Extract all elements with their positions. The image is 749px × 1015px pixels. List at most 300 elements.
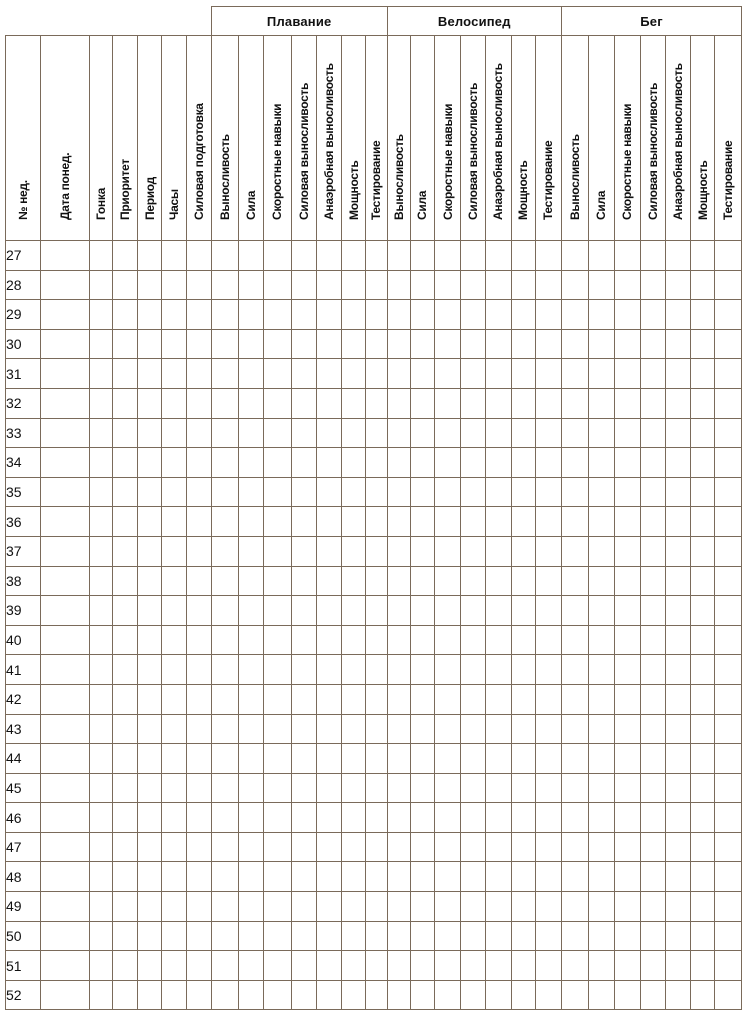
entry-cell[interactable] [342,892,366,922]
entry-cell[interactable] [691,714,715,744]
entry-cell[interactable] [138,536,162,566]
entry-cell[interactable] [41,300,89,330]
entry-cell[interactable] [264,536,291,566]
entry-cell[interactable] [535,655,561,685]
entry-cell[interactable] [410,270,434,300]
entry-cell[interactable] [211,596,238,626]
entry-cell[interactable] [665,862,690,892]
entry-cell[interactable] [589,359,614,389]
entry-cell[interactable] [162,418,186,448]
entry-cell[interactable] [715,477,742,507]
entry-cell[interactable] [186,773,211,803]
entry-cell[interactable] [665,477,690,507]
entry-cell[interactable] [410,241,434,271]
entry-cell[interactable] [138,862,162,892]
entry-cell[interactable] [715,270,742,300]
entry-cell[interactable] [89,388,112,418]
entry-cell[interactable] [138,596,162,626]
entry-cell[interactable] [211,536,238,566]
entry-cell[interactable] [41,773,89,803]
entry-cell[interactable] [715,803,742,833]
entry-cell[interactable] [511,862,535,892]
entry-cell[interactable] [665,596,690,626]
entry-cell[interactable] [614,744,640,774]
entry-cell[interactable] [239,951,264,981]
entry-cell[interactable] [535,625,561,655]
entry-cell[interactable] [41,921,89,951]
entry-cell[interactable] [186,566,211,596]
entry-cell[interactable] [691,862,715,892]
entry-cell[interactable] [138,507,162,537]
entry-cell[interactable] [562,596,589,626]
entry-cell[interactable] [89,359,112,389]
entry-cell[interactable] [316,980,341,1010]
entry-cell[interactable] [715,418,742,448]
entry-cell[interactable] [239,773,264,803]
entry-cell[interactable] [589,862,614,892]
entry-cell[interactable] [461,832,486,862]
entry-cell[interactable] [89,951,112,981]
entry-cell[interactable] [461,566,486,596]
entry-cell[interactable] [138,270,162,300]
entry-cell[interactable] [112,862,137,892]
entry-cell[interactable] [316,329,341,359]
entry-cell[interactable] [387,684,410,714]
entry-cell[interactable] [41,270,89,300]
entry-cell[interactable] [112,359,137,389]
entry-cell[interactable] [89,684,112,714]
entry-cell[interactable] [410,921,434,951]
entry-cell[interactable] [162,359,186,389]
entry-cell[interactable] [186,951,211,981]
entry-cell[interactable] [486,566,511,596]
entry-cell[interactable] [366,359,387,389]
entry-cell[interactable] [640,803,665,833]
entry-cell[interactable] [239,744,264,774]
entry-cell[interactable] [461,862,486,892]
entry-cell[interactable] [264,566,291,596]
entry-cell[interactable] [434,803,460,833]
entry-cell[interactable] [614,300,640,330]
entry-cell[interactable] [715,773,742,803]
entry-cell[interactable] [89,714,112,744]
entry-cell[interactable] [640,596,665,626]
entry-cell[interactable] [342,832,366,862]
entry-cell[interactable] [41,655,89,685]
entry-cell[interactable] [387,744,410,774]
entry-cell[interactable] [614,625,640,655]
entry-cell[interactable] [41,329,89,359]
entry-cell[interactable] [461,596,486,626]
entry-cell[interactable] [434,832,460,862]
entry-cell[interactable] [434,596,460,626]
entry-cell[interactable] [112,448,137,478]
entry-cell[interactable] [366,270,387,300]
entry-cell[interactable] [535,300,561,330]
entry-cell[interactable] [342,448,366,478]
entry-cell[interactable] [486,803,511,833]
entry-cell[interactable] [366,625,387,655]
entry-cell[interactable] [342,566,366,596]
entry-cell[interactable] [186,300,211,330]
entry-cell[interactable] [41,892,89,922]
entry-cell[interactable] [614,241,640,271]
entry-cell[interactable] [410,418,434,448]
entry-cell[interactable] [691,921,715,951]
entry-cell[interactable] [112,892,137,922]
entry-cell[interactable] [640,684,665,714]
entry-cell[interactable] [562,566,589,596]
entry-cell[interactable] [434,507,460,537]
entry-cell[interactable] [239,477,264,507]
entry-cell[interactable] [511,418,535,448]
entry-cell[interactable] [665,655,690,685]
entry-cell[interactable] [316,300,341,330]
entry-cell[interactable] [665,388,690,418]
entry-cell[interactable] [461,329,486,359]
entry-cell[interactable] [410,536,434,566]
entry-cell[interactable] [186,744,211,774]
entry-cell[interactable] [640,448,665,478]
entry-cell[interactable] [89,477,112,507]
entry-cell[interactable] [211,832,238,862]
entry-cell[interactable] [316,773,341,803]
entry-cell[interactable] [589,980,614,1010]
entry-cell[interactable] [715,921,742,951]
entry-cell[interactable] [486,359,511,389]
entry-cell[interactable] [562,892,589,922]
entry-cell[interactable] [461,684,486,714]
entry-cell[interactable] [614,862,640,892]
entry-cell[interactable] [366,596,387,626]
entry-cell[interactable] [211,418,238,448]
entry-cell[interactable] [640,892,665,922]
entry-cell[interactable] [387,359,410,389]
entry-cell[interactable] [665,803,690,833]
entry-cell[interactable] [665,448,690,478]
entry-cell[interactable] [211,951,238,981]
entry-cell[interactable] [589,566,614,596]
entry-cell[interactable] [112,773,137,803]
entry-cell[interactable] [665,536,690,566]
entry-cell[interactable] [562,744,589,774]
entry-cell[interactable] [640,951,665,981]
entry-cell[interactable] [535,448,561,478]
entry-cell[interactable] [486,951,511,981]
entry-cell[interactable] [511,507,535,537]
entry-cell[interactable] [366,803,387,833]
entry-cell[interactable] [186,980,211,1010]
entry-cell[interactable] [665,241,690,271]
entry-cell[interactable] [342,536,366,566]
entry-cell[interactable] [291,655,316,685]
entry-cell[interactable] [461,714,486,744]
entry-cell[interactable] [387,300,410,330]
entry-cell[interactable] [89,300,112,330]
entry-cell[interactable] [589,892,614,922]
entry-cell[interactable] [112,566,137,596]
entry-cell[interactable] [186,862,211,892]
entry-cell[interactable] [715,951,742,981]
entry-cell[interactable] [410,714,434,744]
entry-cell[interactable] [342,803,366,833]
entry-cell[interactable] [342,359,366,389]
entry-cell[interactable] [291,684,316,714]
entry-cell[interactable] [138,359,162,389]
entry-cell[interactable] [511,921,535,951]
entry-cell[interactable] [112,625,137,655]
entry-cell[interactable] [535,951,561,981]
entry-cell[interactable] [112,951,137,981]
entry-cell[interactable] [138,388,162,418]
entry-cell[interactable] [691,892,715,922]
entry-cell[interactable] [239,714,264,744]
entry-cell[interactable] [562,980,589,1010]
entry-cell[interactable] [665,507,690,537]
entry-cell[interactable] [434,536,460,566]
entry-cell[interactable] [264,359,291,389]
entry-cell[interactable] [589,921,614,951]
entry-cell[interactable] [211,329,238,359]
entry-cell[interactable] [562,359,589,389]
entry-cell[interactable] [535,684,561,714]
entry-cell[interactable] [387,773,410,803]
entry-cell[interactable] [291,359,316,389]
entry-cell[interactable] [434,980,460,1010]
entry-cell[interactable] [562,507,589,537]
entry-cell[interactable] [665,329,690,359]
entry-cell[interactable] [264,625,291,655]
entry-cell[interactable] [138,684,162,714]
entry-cell[interactable] [486,892,511,922]
entry-cell[interactable] [511,744,535,774]
entry-cell[interactable] [665,951,690,981]
entry-cell[interactable] [715,744,742,774]
entry-cell[interactable] [186,921,211,951]
entry-cell[interactable] [211,507,238,537]
entry-cell[interactable] [291,832,316,862]
entry-cell[interactable] [715,359,742,389]
entry-cell[interactable] [614,980,640,1010]
entry-cell[interactable] [89,773,112,803]
entry-cell[interactable] [691,655,715,685]
entry-cell[interactable] [535,241,561,271]
entry-cell[interactable] [535,773,561,803]
entry-cell[interactable] [715,980,742,1010]
entry-cell[interactable] [614,566,640,596]
entry-cell[interactable] [535,980,561,1010]
entry-cell[interactable] [342,951,366,981]
entry-cell[interactable] [89,803,112,833]
entry-cell[interactable] [614,596,640,626]
entry-cell[interactable] [291,951,316,981]
entry-cell[interactable] [461,388,486,418]
entry-cell[interactable] [138,566,162,596]
entry-cell[interactable] [665,300,690,330]
entry-cell[interactable] [562,684,589,714]
entry-cell[interactable] [239,566,264,596]
entry-cell[interactable] [186,596,211,626]
entry-cell[interactable] [211,359,238,389]
entry-cell[interactable] [535,388,561,418]
entry-cell[interactable] [291,448,316,478]
entry-cell[interactable] [715,566,742,596]
entry-cell[interactable] [186,241,211,271]
entry-cell[interactable] [562,921,589,951]
entry-cell[interactable] [41,359,89,389]
entry-cell[interactable] [511,892,535,922]
entry-cell[interactable] [486,270,511,300]
entry-cell[interactable] [715,536,742,566]
entry-cell[interactable] [366,921,387,951]
entry-cell[interactable] [715,448,742,478]
entry-cell[interactable] [486,448,511,478]
entry-cell[interactable] [138,241,162,271]
entry-cell[interactable] [112,832,137,862]
entry-cell[interactable] [89,980,112,1010]
entry-cell[interactable] [691,477,715,507]
entry-cell[interactable] [186,832,211,862]
entry-cell[interactable] [715,892,742,922]
entry-cell[interactable] [342,684,366,714]
entry-cell[interactable] [186,270,211,300]
entry-cell[interactable] [461,655,486,685]
entry-cell[interactable] [264,803,291,833]
entry-cell[interactable] [715,714,742,744]
entry-cell[interactable] [41,448,89,478]
entry-cell[interactable] [486,300,511,330]
entry-cell[interactable] [316,388,341,418]
entry-cell[interactable] [342,655,366,685]
entry-cell[interactable] [691,596,715,626]
entry-cell[interactable] [264,418,291,448]
entry-cell[interactable] [589,596,614,626]
entry-cell[interactable] [535,477,561,507]
entry-cell[interactable] [434,329,460,359]
entry-cell[interactable] [589,329,614,359]
entry-cell[interactable] [691,388,715,418]
entry-cell[interactable] [211,773,238,803]
entry-cell[interactable] [41,241,89,271]
entry-cell[interactable] [410,744,434,774]
entry-cell[interactable] [138,832,162,862]
entry-cell[interactable] [511,359,535,389]
entry-cell[interactable] [89,270,112,300]
entry-cell[interactable] [640,714,665,744]
entry-cell[interactable] [186,684,211,714]
entry-cell[interactable] [691,625,715,655]
entry-cell[interactable] [239,862,264,892]
entry-cell[interactable] [691,744,715,774]
entry-cell[interactable] [162,625,186,655]
entry-cell[interactable] [410,951,434,981]
entry-cell[interactable] [342,862,366,892]
entry-cell[interactable] [562,625,589,655]
entry-cell[interactable] [461,418,486,448]
entry-cell[interactable] [715,507,742,537]
entry-cell[interactable] [162,270,186,300]
entry-cell[interactable] [264,714,291,744]
entry-cell[interactable] [387,329,410,359]
entry-cell[interactable] [291,300,316,330]
entry-cell[interactable] [461,803,486,833]
entry-cell[interactable] [342,714,366,744]
entry-cell[interactable] [410,329,434,359]
entry-cell[interactable] [589,536,614,566]
entry-cell[interactable] [387,448,410,478]
entry-cell[interactable] [89,625,112,655]
entry-cell[interactable] [535,329,561,359]
entry-cell[interactable] [112,980,137,1010]
entry-cell[interactable] [89,832,112,862]
entry-cell[interactable] [614,270,640,300]
entry-cell[interactable] [291,418,316,448]
entry-cell[interactable] [162,980,186,1010]
entry-cell[interactable] [486,832,511,862]
entry-cell[interactable] [138,329,162,359]
entry-cell[interactable] [461,477,486,507]
entry-cell[interactable] [486,625,511,655]
entry-cell[interactable] [535,892,561,922]
entry-cell[interactable] [665,566,690,596]
entry-cell[interactable] [691,448,715,478]
entry-cell[interactable] [535,714,561,744]
entry-cell[interactable] [410,655,434,685]
entry-cell[interactable] [589,477,614,507]
entry-cell[interactable] [342,388,366,418]
entry-cell[interactable] [316,951,341,981]
entry-cell[interactable] [511,625,535,655]
entry-cell[interactable] [640,832,665,862]
entry-cell[interactable] [486,714,511,744]
entry-cell[interactable] [291,862,316,892]
entry-cell[interactable] [89,241,112,271]
entry-cell[interactable] [162,684,186,714]
entry-cell[interactable] [691,241,715,271]
entry-cell[interactable] [239,803,264,833]
entry-cell[interactable] [562,477,589,507]
entry-cell[interactable] [162,862,186,892]
entry-cell[interactable] [614,655,640,685]
entry-cell[interactable] [239,684,264,714]
entry-cell[interactable] [461,773,486,803]
entry-cell[interactable] [691,300,715,330]
entry-cell[interactable] [410,566,434,596]
entry-cell[interactable] [264,862,291,892]
entry-cell[interactable] [342,300,366,330]
entry-cell[interactable] [89,655,112,685]
entry-cell[interactable] [211,388,238,418]
entry-cell[interactable] [614,536,640,566]
entry-cell[interactable] [316,477,341,507]
entry-cell[interactable] [112,329,137,359]
entry-cell[interactable] [264,241,291,271]
entry-cell[interactable] [264,892,291,922]
entry-cell[interactable] [535,507,561,537]
entry-cell[interactable] [589,625,614,655]
entry-cell[interactable] [41,951,89,981]
entry-cell[interactable] [665,832,690,862]
entry-cell[interactable] [264,921,291,951]
entry-cell[interactable] [589,448,614,478]
entry-cell[interactable] [264,980,291,1010]
entry-cell[interactable] [112,921,137,951]
entry-cell[interactable] [486,862,511,892]
entry-cell[interactable] [186,655,211,685]
entry-cell[interactable] [264,596,291,626]
entry-cell[interactable] [461,270,486,300]
entry-cell[interactable] [89,507,112,537]
